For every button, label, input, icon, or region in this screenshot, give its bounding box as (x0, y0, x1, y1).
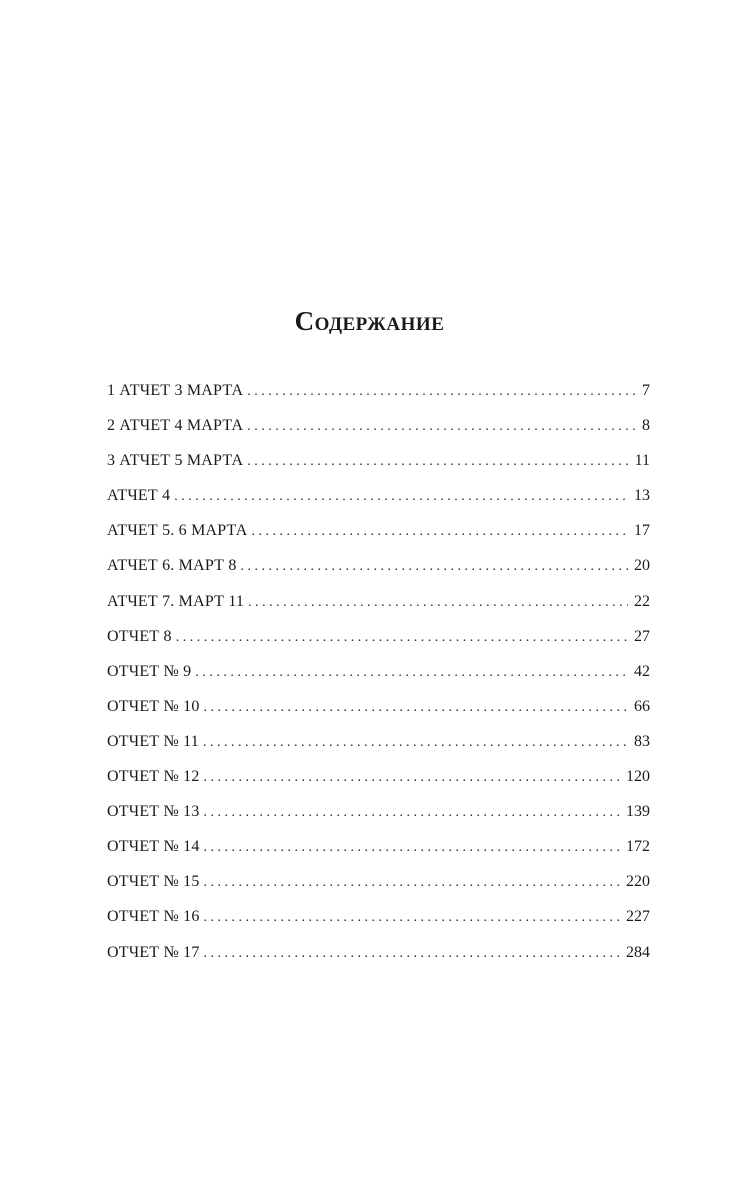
dot-leader (204, 766, 620, 790)
toc-entry (107, 800, 650, 835)
toc-entry-page: 220 (626, 873, 650, 891)
dot-leader (204, 696, 628, 720)
toc-entry (107, 554, 650, 589)
toc-entry-label: 1 АТЧЕТ 3 МАРТА (107, 382, 244, 399)
toc-entry-label: 2 АТЧЕТ 4 МАРТА (107, 417, 244, 435)
dot-leader (203, 731, 628, 755)
toc-entry-page: 83 (634, 732, 650, 750)
dot-leader (204, 836, 620, 860)
toc-entry-page: 20 (634, 557, 650, 575)
toc-entry-page: 120 (626, 768, 650, 786)
toc-entry-page: 66 (634, 697, 650, 715)
toc-entry-label: ОТЧЕТ № 13 (107, 803, 200, 821)
toc-entry-label: АТЧЕТ 5. 6 МАРТА (107, 522, 248, 540)
toc-entry-label: ОТЧЕТ № 9 (107, 662, 192, 680)
toc-entry-page: 172 (626, 838, 650, 856)
toc-entry (107, 765, 650, 800)
toc-entry (107, 590, 650, 625)
dot-leader (204, 906, 620, 930)
toc-entry-label: АТЧЕТ 7. МАРТ 11 (107, 592, 245, 610)
toc-entry-page: 17 (634, 522, 650, 540)
toc-entry-page: 27 (634, 627, 650, 645)
toc-entry (107, 660, 650, 695)
toc-entry-page: 139 (626, 803, 650, 821)
toc-entry (107, 414, 650, 449)
toc-entry-label: ОТЧЕТ № 14 (107, 838, 200, 856)
toc-entry (107, 625, 650, 660)
toc-entry (107, 379, 650, 414)
toc-entry-label: 3 АТЧЕТ 5 МАРТА (107, 452, 244, 470)
toc-entry (107, 695, 650, 730)
toc-entry-page: 42 (634, 662, 650, 680)
dot-leader (204, 871, 620, 895)
dot-leader (248, 591, 628, 615)
toc-entry-page: 227 (626, 908, 650, 926)
toc-entry (107, 730, 650, 765)
toc-entry-page: 284 (626, 943, 650, 961)
dot-leader (195, 661, 628, 685)
dot-leader (174, 485, 628, 509)
dot-leader (247, 450, 628, 474)
dot-leader (204, 942, 620, 966)
toc-entry (107, 870, 650, 905)
dot-leader (247, 415, 636, 439)
page-title: Содержание (294, 306, 445, 337)
toc-entry (107, 484, 650, 519)
toc-entry-label: АТЧЕТ 6. МАРТ 8 (107, 557, 237, 575)
dot-leader (176, 626, 628, 650)
toc-entry-label: ОТЧЕТ № 10 (107, 697, 200, 715)
toc-entry-label: ОТЧЕТ № 15 (107, 873, 200, 891)
toc-entry-label: ОТЧЕТ № 16 (107, 908, 200, 926)
toc-entry-page: 13 (634, 487, 650, 505)
toc-entry (107, 905, 650, 940)
toc-entry (107, 449, 650, 484)
dot-leader (247, 380, 636, 404)
toc-entry (107, 519, 650, 554)
toc-entry (107, 835, 650, 870)
toc-entry-label: ОТЧЕТ 8 (107, 627, 172, 645)
toc-entry-label: ОТЧЕТ № 11 (107, 732, 199, 750)
dot-leader (251, 520, 628, 544)
toc-entry-page: 22 (634, 592, 650, 610)
toc-entry-page: 11 (634, 452, 650, 470)
dot-leader (204, 801, 620, 825)
table-of-contents (107, 379, 650, 976)
toc-entry-label: ОТЧЕТ № 17 (107, 943, 200, 961)
toc-entry (107, 941, 650, 976)
dot-leader (241, 555, 628, 579)
toc-entry-page: 8 (642, 417, 650, 435)
toc-entry-page: 7 (642, 382, 650, 399)
toc-entry-label: ОТЧЕТ № 12 (107, 768, 200, 786)
toc-entry-label: АТЧЕТ 4 (107, 487, 171, 505)
